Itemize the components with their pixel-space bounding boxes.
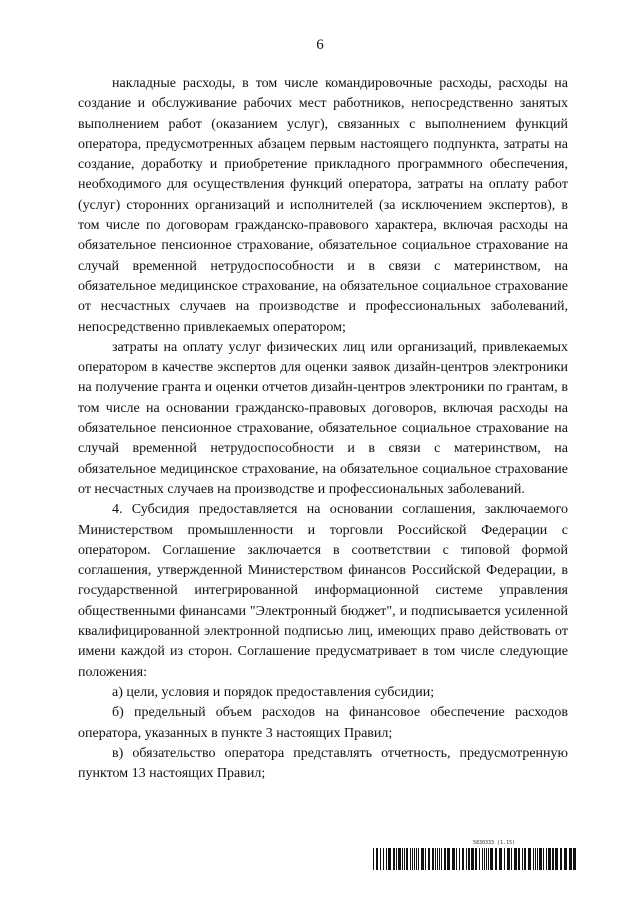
list-item-c: в) обязательство оператора представлять отчетность, предусмотренную пунктом 13 настоящих Правил; bbox=[78, 745, 568, 782]
barcode-bar bbox=[393, 848, 395, 870]
barcode-bar bbox=[421, 848, 424, 870]
barcode-bar bbox=[546, 848, 547, 870]
barcode-bar bbox=[555, 848, 558, 870]
barcode-bar bbox=[441, 848, 442, 870]
barcode-icon bbox=[373, 848, 579, 870]
paragraph-subsidy-agreement: 4. Субсидия предоставляется на основании соглашения, заключаемого Министерством промышленности и торговли Российской Федерации с оператором. Соглашение заключается в соответствии с типовой формой соглашения, утвержденной Министерством финансов Российской Федерации, в государственной интегрированной информационной системе управления общественными финансами "Электронный бюджет", и подписывается усиленной квалифицированной электронной подписью лиц, имеющих право действовать от имени каждой из сторон. Соглашение предусматривает в том числе следующие положения: bbox=[78, 502, 568, 680]
barcode-bar bbox=[466, 848, 467, 870]
barcode-bar bbox=[414, 848, 415, 870]
barcode-bar bbox=[437, 848, 438, 870]
barcode-bar bbox=[418, 848, 419, 870]
barcode-bar bbox=[499, 848, 502, 870]
paragraph-overhead-costs: накладные расходы, в том числе командировочные расходы, расходы на создание и обслуживание рабочих мест работников, непосредственно занятых выполнением работ (оказанием услуг), связанных с выполнением функций оператора, предусмотренных абзацем первым настоящего подпункта, затраты на создание, доработку и приобретение прикладного программного обеспечения, необходимого для осуществления функций оператора, затраты на оплату работ (услуг) сторонних организаций и исполнителей (за исключением экспертов), в том числе по договорам гражданско-правового характера, включая расходы на обязательное пенсионное страхование, обязательное социальное страхование на случай временной нетрудоспособности и в связи с материнством, на обязательное медицинское страхование, на обязательное социальное страхование от несчастных случаев на производстве и профессиональных заболеваний, непосредственно привлекаемых оператором; bbox=[78, 76, 568, 335]
barcode-bar bbox=[537, 848, 538, 870]
barcode-bar bbox=[518, 848, 520, 870]
barcode-bar bbox=[539, 848, 542, 870]
barcode-bar bbox=[376, 848, 378, 870]
barcode-bar bbox=[504, 848, 505, 870]
barcode-bar bbox=[507, 848, 510, 870]
barcode-bar bbox=[447, 848, 450, 870]
barcode-bar bbox=[416, 848, 417, 870]
barcode-bar bbox=[564, 848, 567, 870]
barcode-bar bbox=[490, 848, 493, 870]
barcode-bar bbox=[432, 848, 434, 870]
barcode-bar bbox=[396, 848, 397, 870]
barcode-bar bbox=[482, 848, 483, 870]
barcode-bar bbox=[459, 848, 460, 870]
barcode-bar bbox=[404, 848, 405, 870]
barcode-bar bbox=[439, 848, 440, 870]
barcode-bar bbox=[452, 848, 455, 870]
barcode-bar bbox=[569, 848, 572, 870]
barcode-bar bbox=[373, 848, 374, 870]
list-item-b: б) предельный объем расходов на финансовое обеспечение расходов оператора, указанных в пункте 3 настоящих Правил; bbox=[78, 705, 568, 741]
barcode-bar bbox=[511, 848, 512, 870]
barcode-bar bbox=[471, 848, 474, 870]
barcode-bar bbox=[444, 848, 446, 870]
barcode-bar bbox=[514, 848, 517, 870]
barcode-bar bbox=[573, 848, 576, 870]
page-number: 6 bbox=[316, 37, 324, 53]
barcode-bar bbox=[560, 848, 562, 870]
barcode-bar bbox=[406, 848, 408, 870]
barcode-bar bbox=[435, 848, 436, 870]
paragraph-expert-costs: затраты на оплату услуг физических лиц или организаций, привлекаемых оператором в качестве экспертов для оценки заявок дизайн-центров электроники на получение гранта и оценки отчетов дизайн-центров электроники по грантам, в том числе на основании гражданско-правовых договоров, включая расходы на обязательное пенсионное страхование, обязательное социальное страхование на случай временной нетрудоспособности и в связи с материнством, на обязательное медицинское страхование, на обязательное социальное страхование от несчастных случаев на производстве и профессиональных заболеваний. bbox=[78, 339, 568, 497]
barcode-bar bbox=[410, 848, 411, 870]
barcode-bar bbox=[543, 848, 544, 870]
barcode-bar bbox=[462, 848, 464, 870]
barcode-bar bbox=[383, 848, 384, 870]
barcode-bar bbox=[524, 848, 526, 870]
barcode-bar bbox=[402, 848, 403, 870]
barcode-bar bbox=[486, 848, 487, 870]
list-item-a: а) цели, условия и порядок предоставления субсидии; bbox=[112, 684, 435, 700]
barcode-bar bbox=[398, 848, 401, 870]
barcode-bar bbox=[475, 848, 477, 870]
document-body bbox=[78, 74, 568, 784]
barcode-bar bbox=[495, 848, 497, 870]
barcode-bar bbox=[428, 848, 430, 870]
barcode-bar bbox=[535, 848, 536, 870]
barcode-bar bbox=[388, 848, 391, 870]
barcode-code: 5830333 (1.15) bbox=[473, 840, 516, 846]
barcode-bar bbox=[484, 848, 485, 870]
barcode-bar bbox=[488, 848, 489, 870]
barcode-bar bbox=[456, 848, 457, 870]
barcode-bar bbox=[412, 848, 413, 870]
barcode-bar bbox=[479, 848, 480, 870]
barcode-bar bbox=[386, 848, 387, 870]
barcode-bar bbox=[425, 848, 426, 870]
barcode-bar bbox=[468, 848, 470, 870]
barcode-bar bbox=[528, 848, 531, 870]
barcode-bar bbox=[552, 848, 554, 870]
barcode-bar bbox=[533, 848, 534, 870]
barcode-bar bbox=[522, 848, 523, 870]
document-barcode bbox=[373, 840, 579, 870]
barcode-bar bbox=[380, 848, 381, 870]
barcode-bar bbox=[548, 848, 551, 870]
